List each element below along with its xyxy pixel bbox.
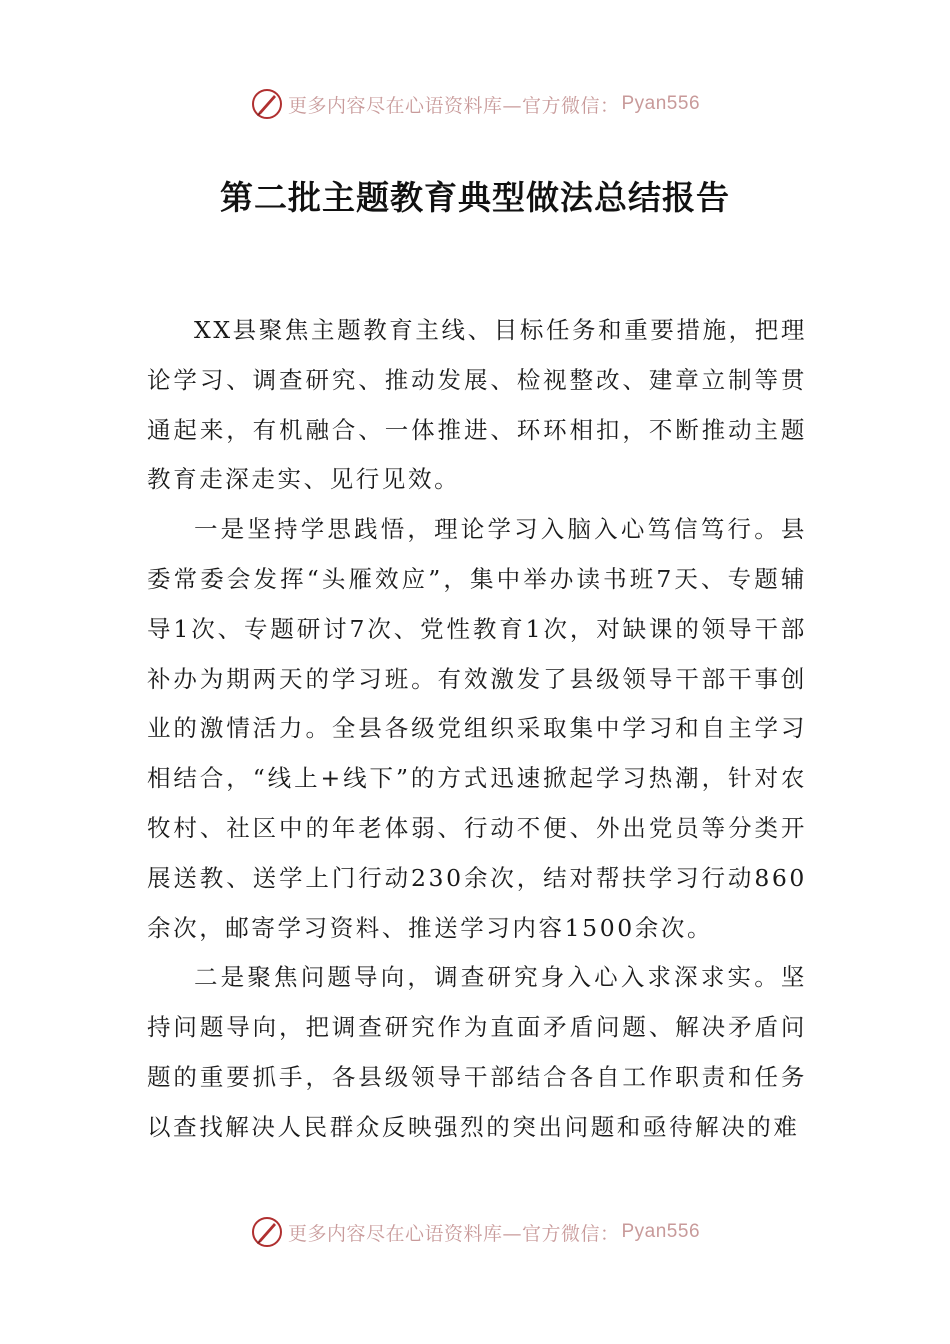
page-title: 第二批主题教育典型做法总结报告 <box>220 178 730 217</box>
watermark-text: 更多内容尽在心语资料库—官方微信： <box>287 1222 620 1245</box>
paragraph-investigation: 二是聚焦问题导向，调查研究身入心入求深求实。坚持问题导向，把调查研究作为直面矛盾问题、解决矛盾问题的重要抓手，各县级领导干部结合各自工作职责和任务以查找解决人民群众反映强烈的突出问题和亟待解决的难 <box>147 963 807 1141</box>
header-watermark <box>0 84 950 124</box>
paragraph-intro: XX县聚焦主题教育主线、目标任务和重要措施，把理论学习、调查研究、推动发展、检视整改、建章立制等贯通起来，有机融合、一体推进、环环相扣，不断推动主题教育走深走实、见行见效。 <box>147 316 807 494</box>
watermark-wechat-id: Pyan556 <box>621 1221 701 1242</box>
document-body <box>147 306 807 1153</box>
watermark-wechat-id: Pyan556 <box>621 93 701 114</box>
quill-logo-icon <box>250 87 284 121</box>
watermark-text: 更多内容尽在心语资料库—官方微信： <box>287 94 620 117</box>
paragraph-theory-study: 一是坚持学思践悟，理论学习入脑入心笃信笃行。县委常委会发挥“头雁效应”，集中举办读书班7天、专题辅导1次、专题研讨7次、党性教育1次，对缺课的领导干部补办为期两天的学习班。有效激发了县级领导干部干事创业的激情活力。全县各级党组织采取集中学习和自主学习相结合，“线上+线下”的方式迅速掀起学习热潮，针对农牧村、社区中的年老体弱、行动不便、外出党员等分类开展送教、送学上门行动230余次，结对帮扶学习行动860余次，邮寄学习资料、推送学习内容1500余次。 <box>147 515 807 942</box>
footer-watermark <box>0 1212 950 1252</box>
quill-logo-icon <box>250 1215 284 1249</box>
